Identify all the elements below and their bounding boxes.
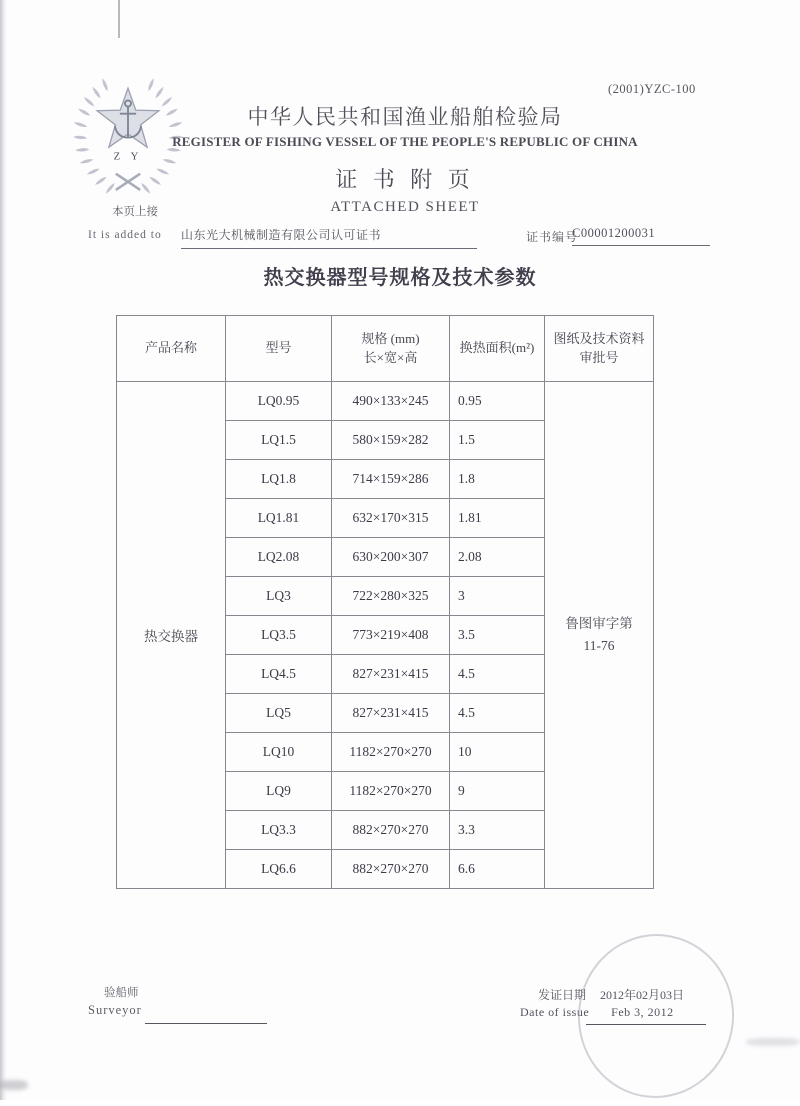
area-cell: 1.8 [450,460,545,499]
model-cell: LQ5 [226,694,332,733]
issue-date-value-cn: 2012年02月03日 [600,988,685,1002]
model-cell: LQ9 [226,772,332,811]
emblem-letters: Z Y [113,150,143,163]
surveyor-label-cn: 验船师 [104,987,139,999]
area-cell: 6.6 [450,850,545,889]
scan-registration-mark [118,0,120,38]
spec-cell: 722×280×325 [332,577,450,616]
table-title: 热交换器型号规格及技术参数 [263,267,537,289]
official-stamp-outline [570,926,742,1105]
scan-smudge-right [746,1038,800,1046]
surveyor-signature-line [145,1001,267,1024]
issue-date-value-en: Feb 3, 2012 [611,1005,674,1019]
org-name-en: REGISTER OF FISHING VESSEL OF THE PEOPLE'S REPUBLIC OF CHINA [172,134,638,149]
spec-cell: 827×231×415 [332,655,450,694]
product-name-cell: 热交换器 [117,382,226,889]
model-cell: LQ3.3 [226,811,332,850]
spec-cell: 490×133×245 [332,382,450,421]
certificate-number-label: 证书编号 [526,230,579,244]
spec-cell: 882×270×270 [332,850,450,889]
certificate-number-value: C00001200031 [572,226,710,246]
area-cell: 3 [450,577,545,616]
doc-title-cn: 证 书 附 页 [335,167,475,192]
model-cell: LQ3 [226,577,332,616]
col-header-approval: 图纸及技术资料 审批号 [545,316,654,382]
doc-title-en: ATTACHED SHEET [330,199,480,215]
added-to-certificate-name: 山东光大机械制造有限公司认可证书 [181,226,477,249]
col-header-product: 产品名称 [117,316,226,382]
area-cell: 3.3 [450,811,545,850]
model-cell: LQ10 [226,733,332,772]
model-cell: LQ6.6 [226,850,332,889]
spec-cell: 580×159×282 [332,421,450,460]
spec-cell: 714×159×286 [332,460,450,499]
heat-exchanger-spec-table [116,315,654,889]
col-header-model: 型号 [226,316,332,382]
spec-cell: 632×170×315 [332,499,450,538]
model-cell: LQ3.5 [226,616,332,655]
model-cell: LQ2.08 [226,538,332,577]
area-cell: 1.81 [450,499,545,538]
model-cell: LQ1.5 [226,421,332,460]
area-cell: 0.95 [450,382,545,421]
area-cell: 9 [450,772,545,811]
form-code: (2001)YZC-100 [608,82,696,96]
approval-number-cell: 鲁图审字第 11-76 [545,382,654,889]
area-cell: 3.5 [450,616,545,655]
added-to-label: It is added to [88,229,162,241]
issue-date-label-en: Date of issue [520,1005,590,1019]
page-continuation-note: 本页上接 [112,206,158,218]
table-header-row [117,316,654,382]
area-cell: 4.5 [450,694,545,733]
model-cell: LQ1.8 [226,460,332,499]
area-cell: 1.5 [450,421,545,460]
surveyor-label-en: Surveyor [88,1003,142,1017]
model-cell: LQ0.95 [226,382,332,421]
spec-cell: 773×219×408 [332,616,450,655]
area-cell: 10 [450,733,545,772]
issue-date-label-cn: 发证日期 [538,988,587,1002]
model-cell: LQ4.5 [226,655,332,694]
spec-cell: 630×200×307 [332,538,450,577]
col-header-spec: 规格 (mm) 长×宽×高 [332,316,450,382]
col-header-area: 换热面积(m²) [450,316,545,382]
spec-cell: 1182×270×270 [332,772,450,811]
table-row [117,382,654,421]
spec-cell: 827×231×415 [332,694,450,733]
org-name-cn: 中华人民共和国渔业船舶检验局 [247,105,563,129]
model-cell: LQ1.81 [226,499,332,538]
area-cell: 4.5 [450,655,545,694]
scan-smudge-bottom-left [0,1080,28,1090]
spec-cell: 882×270×270 [332,811,450,850]
scan-edge-left [0,0,7,1100]
area-cell: 2.08 [450,538,545,577]
spec-cell: 1182×270×270 [332,733,450,772]
